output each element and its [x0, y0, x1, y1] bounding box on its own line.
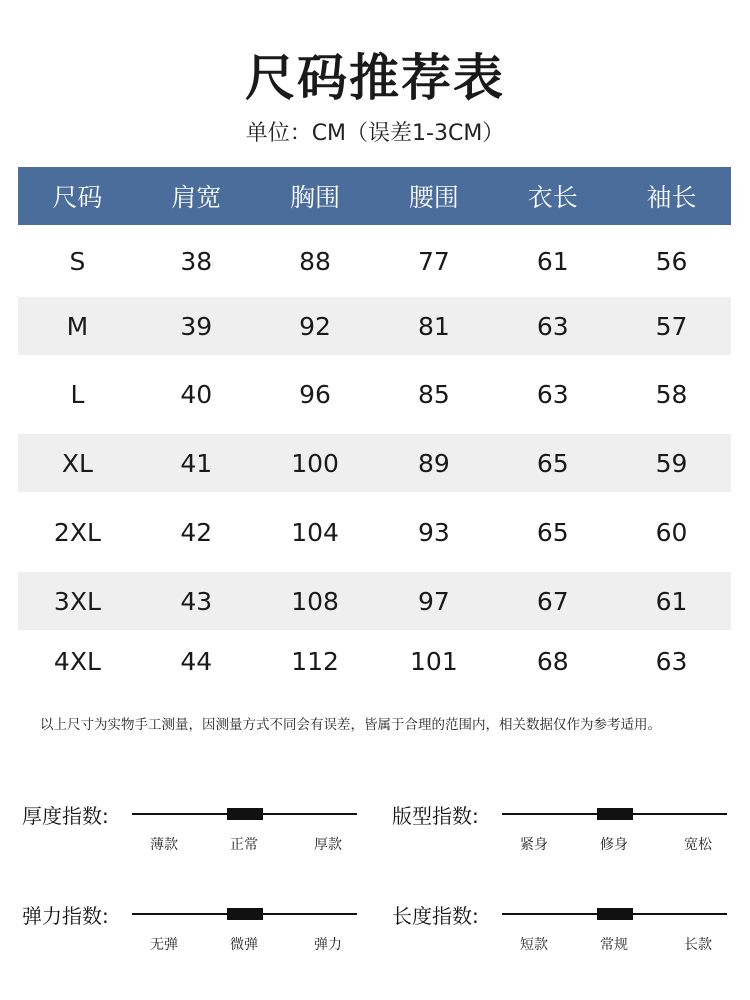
cell-size: 2XL — [53, 517, 101, 547]
cell-length: 68 — [536, 646, 569, 676]
cell-waist: 77 — [417, 246, 450, 276]
index-label: 厚度指数: — [22, 804, 109, 828]
cell-chest: 104 — [291, 517, 339, 547]
cell-size: 4XL — [53, 646, 101, 676]
index-option: 正常 — [230, 837, 258, 853]
cell-sleeve: 58 — [655, 380, 688, 409]
cell-chest: 92 — [299, 311, 331, 341]
cell-chest: 88 — [299, 246, 331, 276]
index-marker — [227, 908, 263, 920]
cell-sleeve: 63 — [655, 646, 688, 676]
cell-shoulder: 44 — [180, 646, 213, 676]
cell-size: XL — [61, 448, 93, 478]
cell-waist: 89 — [417, 448, 450, 478]
cell-sleeve: 60 — [655, 517, 688, 547]
measurement-note: 以上尺寸为实物手工测量，因测量方式不同会有误差，皆属于合理的范围内，相关数据仅作为参考适用。 — [40, 717, 661, 733]
header-sleeve: 袖长 — [646, 183, 697, 212]
cell-chest: 108 — [291, 586, 339, 616]
cell-length: 63 — [536, 311, 569, 341]
index-option: 弹力 — [314, 937, 342, 953]
header-shoulder: 肩宽 — [171, 183, 222, 212]
index-option: 宽松 — [684, 837, 712, 853]
table-row — [18, 492, 731, 572]
index-option: 长款 — [684, 937, 712, 953]
cell-length: 61 — [536, 246, 569, 276]
cell-length: 65 — [536, 448, 569, 478]
cell-length: 67 — [536, 586, 569, 616]
cell-length: 65 — [536, 517, 569, 547]
index-label: 弹力指数: — [22, 904, 109, 928]
thickness-index — [22, 800, 382, 870]
cell-sleeve: 57 — [655, 311, 688, 341]
unit-caption: 单位：CM（误差1-3CM） — [245, 121, 505, 146]
cell-sleeve: 56 — [655, 246, 688, 276]
header-waist: 腰围 — [408, 183, 459, 212]
index-marker — [597, 808, 633, 820]
index-option: 紧身 — [520, 837, 548, 853]
cell-shoulder: 43 — [180, 586, 213, 616]
table-row — [18, 355, 731, 434]
cell-shoulder: 38 — [180, 246, 213, 276]
cell-shoulder: 39 — [180, 311, 213, 341]
cell-waist: 93 — [417, 517, 450, 547]
cell-size: S — [69, 246, 86, 276]
cell-chest: 112 — [291, 646, 339, 676]
header-length: 衣长 — [527, 183, 578, 212]
cell-waist: 101 — [410, 646, 458, 676]
cell-size: M — [66, 311, 89, 341]
table-row — [18, 225, 731, 297]
cell-sleeve: 61 — [655, 586, 688, 616]
cell-size: 3XL — [53, 586, 101, 616]
table-row — [18, 630, 731, 692]
index-label: 版型指数: — [392, 804, 479, 828]
table-row — [18, 434, 731, 492]
cell-sleeve: 59 — [655, 448, 688, 478]
cell-shoulder: 42 — [180, 517, 213, 547]
length-index — [392, 900, 750, 970]
index-marker — [227, 808, 263, 820]
index-label: 长度指数: — [392, 904, 479, 928]
cell-length: 63 — [536, 380, 569, 409]
index-marker — [597, 908, 633, 920]
cell-waist: 85 — [417, 380, 450, 409]
index-option: 短款 — [520, 937, 548, 953]
header-chest: 胸围 — [290, 183, 341, 212]
cell-waist: 97 — [417, 586, 450, 616]
size-table — [18, 167, 731, 692]
index-option: 无弹 — [150, 937, 178, 953]
cell-waist: 81 — [417, 311, 450, 341]
table-row — [18, 572, 731, 630]
cell-chest: 96 — [299, 380, 331, 409]
cell-chest: 100 — [291, 448, 339, 478]
header-size: 尺码 — [52, 183, 103, 212]
table-header — [18, 167, 731, 225]
elasticity-index — [22, 900, 382, 970]
cell-size: L — [70, 380, 85, 409]
page-title: 尺码推荐表 — [245, 49, 505, 107]
index-option: 厚款 — [314, 837, 342, 853]
table-row — [18, 297, 731, 355]
cell-shoulder: 41 — [180, 448, 213, 478]
index-option: 薄款 — [150, 837, 178, 853]
index-option: 微弹 — [230, 937, 258, 953]
cell-shoulder: 40 — [180, 380, 213, 409]
index-option: 常规 — [600, 937, 628, 953]
index-option: 修身 — [600, 837, 628, 853]
fit-index — [392, 800, 750, 870]
